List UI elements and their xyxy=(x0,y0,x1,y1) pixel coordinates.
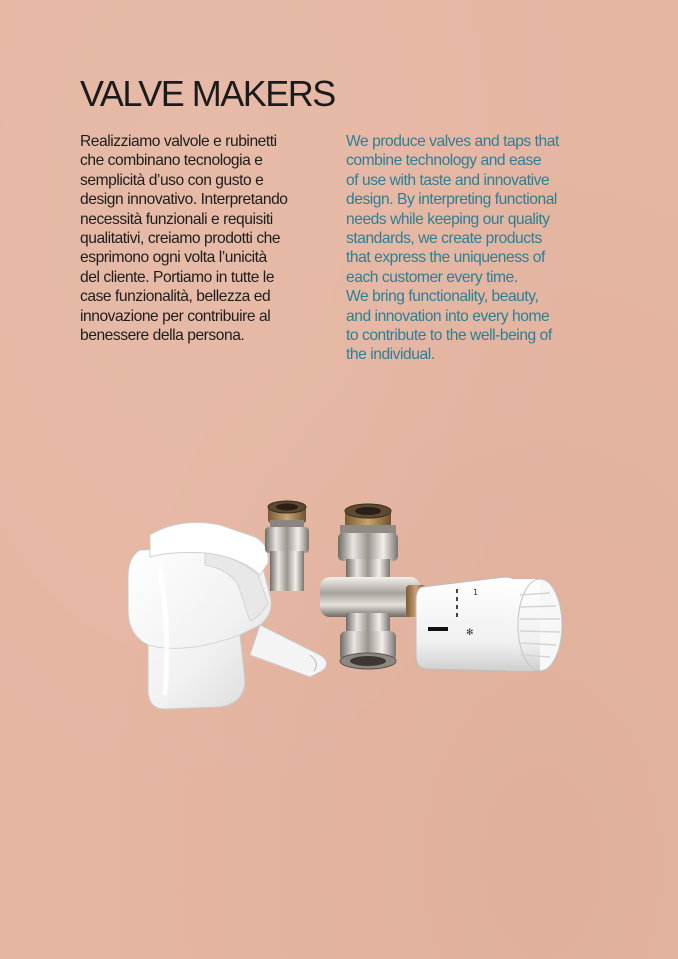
italian-description: Realizziamo valvole e rubinetti che combinano tecnologia e semplicità d’uso con gusto e design innovativo. Interpretando necessità funzionali e requisiti qualitativi, creiamo prodotti che esprimono ogni volta l’unicità del cliente. Portiamo in tutte le case funzionalità, bellezza ed innovazione per contribuire al benessere della persona. xyxy=(80,133,288,345)
thermostatic-valve-image xyxy=(110,485,580,725)
english-description: We produce valves and taps that combine technology and ease of use with taste and innovative design. By interpreting functional needs while keeping our quality standards, we create products that express the uniqueness of each customer every time. We bring functionality, beauty, and innovation into every home to contribute to the well-being of the individual. xyxy=(346,133,559,364)
page-title: VALVE MAKERS xyxy=(80,73,335,114)
left-fitting xyxy=(265,501,309,591)
dial-mark-1: 1 xyxy=(473,588,479,597)
thermostatic-head xyxy=(416,577,562,671)
valve-body xyxy=(320,504,426,669)
snowflake-icon: ✻ xyxy=(466,628,474,638)
